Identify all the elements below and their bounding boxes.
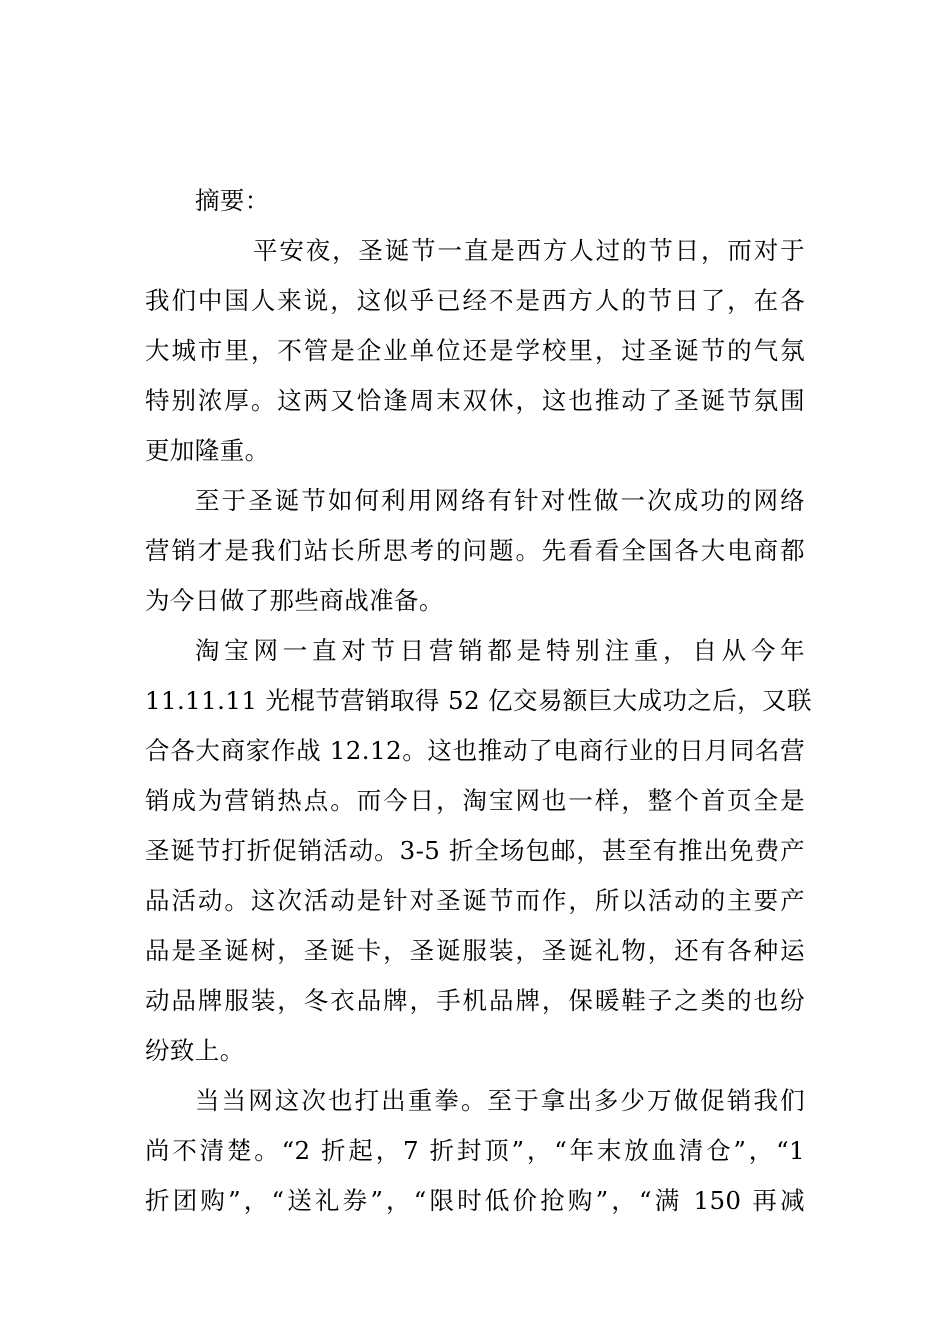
text-line: 尚不清楚。“2 折起，7 折封顶”，“年末放血清仓”，“1 xyxy=(145,1136,805,1165)
text-line: 营销才是我们站长所思考的问题。先看看全国各大电商都 xyxy=(145,536,805,565)
text-line: 纷致上。 xyxy=(145,1036,245,1065)
text-line: 平安夜，圣诞节一直是西方人过的节日，而对于 xyxy=(253,236,805,265)
text-line: 销成为营销热点。而今日，淘宝网也一样，整个首页全是 xyxy=(145,786,805,815)
document-page xyxy=(145,0,812,1344)
text-line: 圣诞节打折促销活动。3-5 折全场包邮，甚至有推出免费产 xyxy=(145,836,805,865)
text-line: 11.11.11 光棍节营销取得 52 亿交易额巨大成功之后，又联 xyxy=(145,686,812,715)
text-line: 大城市里，不管是企业单位还是学校里，过圣诞节的气氛 xyxy=(145,336,805,365)
text-line: 合各大商家作战 12.12。这也推动了电商行业的日月同名营 xyxy=(145,736,805,765)
text-line: 品是圣诞树，圣诞卡，圣诞服装，圣诞礼物，还有各种运 xyxy=(145,936,805,965)
abstract-heading: 摘要： xyxy=(195,186,270,215)
text-line: 我们中国人来说，这似乎已经不是西方人的节日了，在各 xyxy=(145,286,805,315)
text-line: 动品牌服装，冬衣品牌，手机品牌，保暖鞋子之类的也纷 xyxy=(145,986,805,1015)
text-line: 更加隆重。 xyxy=(145,436,270,465)
text-line: 至于圣诞节如何利用网络有针对性做一次成功的网络 xyxy=(195,486,805,515)
text-line: 为今日做了那些商战准备。 xyxy=(145,586,444,615)
text-line: 当当网这次也打出重拳。至于拿出多少万做促销我们 xyxy=(195,1086,805,1115)
text-line: 特别浓厚。这两又恰逢周末双休，这也推动了圣诞节氛围 xyxy=(145,386,805,415)
text-line: 品活动。这次活动是针对圣诞节而作，所以活动的主要产 xyxy=(145,886,805,915)
text-line: 淘宝网一直对节日营销都是特别注重，自从今年 xyxy=(195,636,805,665)
text-line: 折团购”，“送礼券”，“限时低价抢购”，“满 150 再减 xyxy=(145,1186,805,1215)
